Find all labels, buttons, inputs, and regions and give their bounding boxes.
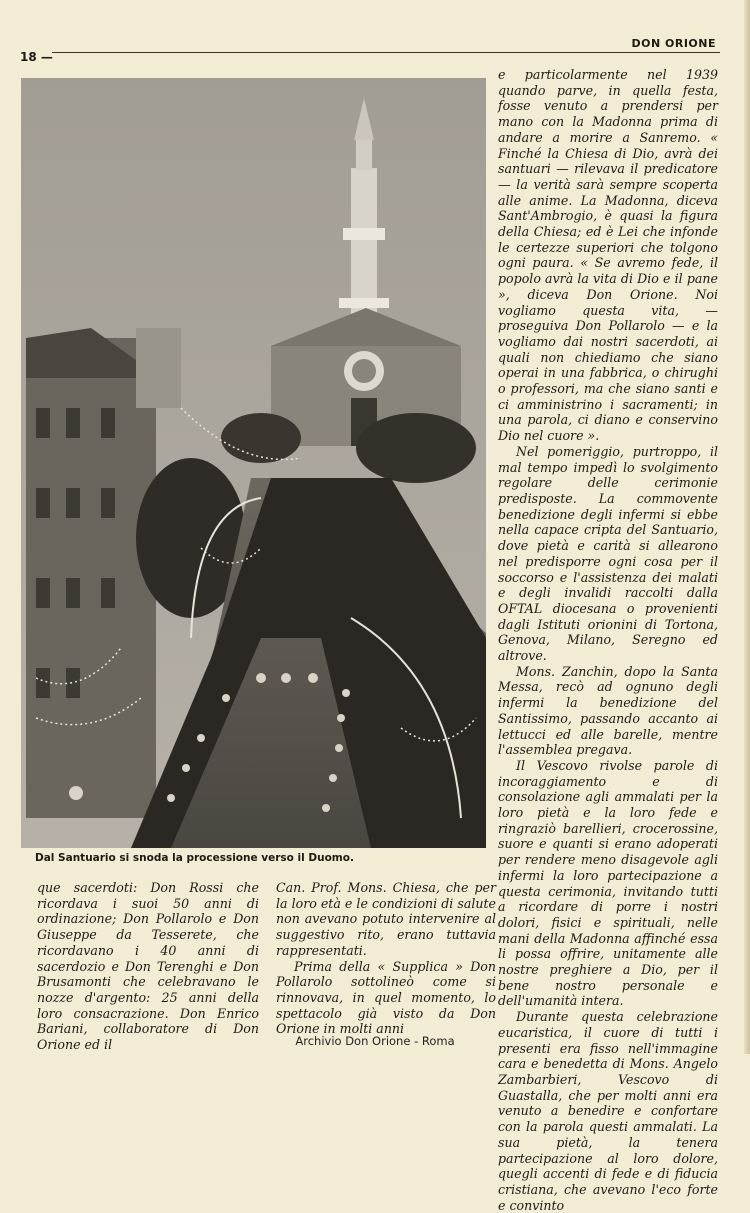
header-rule <box>52 52 720 53</box>
paragraph: Nel pomeriggio, purtroppo, il mal tempo impedì lo svolgimento regolare delle cerimonie predisposte. La commovente benedizione degli infermi si ebbe nella capace cripta del Santuario, dove pietà e carità si allearono nel predisporre ogni cosa per il soccorso e l'assistenza dei malati e degli invalidi raccolti dalla OFTAL diocesana o provenienti dagli Istituti orionini di Tortona, Genova, Milano, Seregno ed altrove. <box>498 443 718 664</box>
paragraph: que sacerdoti: Don Rossi che ricordava i suoi 50 anni di ordinazione; Don Pollarolo e Don Giuseppe da Tesserete, che ricordavano i 40 anni di sacerdozio e Don Terenghi e Don Brusamonti che celebravano le nozze d'argento: 25 anni della loro consacrazione. Don Enrico Bariani, collaboratore di Don Orione ed il <box>37 880 259 1053</box>
paragraph: Can. Prof. Mons. Chiesa, che per la loro età e le condizioni di salute non avevano potuto intervenire al suggestivo rito, erano tuttavia rappresentati. <box>276 880 496 958</box>
archive-footer: Archivio Don Orione - Roma <box>295 1034 455 1048</box>
procession-photo-icon <box>21 78 486 848</box>
procession-photo <box>21 78 486 848</box>
photo-caption: Dal Santuario si snoda la processione verso il Duomo. <box>35 852 354 864</box>
paragraph: Prima della « Supplica » Don Pollarolo sottolineò come si rinnovava, in quel momento, lo spettacolo già visto da Don Orione in molti anni <box>276 958 496 1037</box>
bottom-left-column <box>37 880 259 1053</box>
paragraph: Durante questa celebrazione eucaristica, il cuore di tutti i presenti era fisso nell'immagine cara e benedetta di Mons. Angelo Zambarbieri, Vescovo di Guastalla, che per molti anni era venuto a benedire e confortare con la parola questi ammalati. La sua pietà, la tenera partecipazione al loro dolore, quegli accenti di fede e di fiducia cristiana, che avevano l'eco forte e convinto <box>498 1009 718 1213</box>
bottom-middle-column <box>276 880 496 1037</box>
paragraph: Mons. Zanchin, dopo la Santa Messa, recò ad ognuno degli infermi la benedizione del Santissimo, passando accanto ai lettucci ed alle barelle, mentre l'assemblea pregava. <box>498 663 718 758</box>
magazine-title: DON ORIONE <box>631 37 716 50</box>
page-number: 18 — <box>20 50 53 64</box>
paragraph: Il Vescovo rivolse parole di incoraggiamento e di consolazione agli ammalati per la loro pietà e la loro fede e ringraziò barellieri, crocerossine, suore e quanti si erano adoperati per rendere meno disagevole agli infermi la loro partecipazione a questa cerimonia, invitando tutti a ricordare di porre i nostri dolori, fisici e spirituali, nelle mani della Madonna affinché essa li possa offrire, unitamente alle nostre preghiere a Dio, per il bene nostro personale e dell'umanità intera. <box>498 757 718 1009</box>
page-edge <box>744 0 750 1054</box>
paragraph: e particolarmente nel 1939 quando parve, in quella festa, fosse venuto a prendersi per mano con la Madonna prima di andare a morire a Sanremo. « Finché la Chiesa di Dio, avrà dei santuari — rilevava il predicatore — la verità sarà sempre scoperta alle anime. La Madonna, diceva Sant'Ambrogio, è quasi la figura della Chiesa; ed è Lei che infonde le certezze superiori che tolgono ogni paura. « Se avremo fede, il popolo avrà la vita di Dio e il pane », diceva Don Orione. Noi vogliamo questa vita, — proseguiva Don Pollarolo — e la vogliamo dai nostri sacerdoti, ai quali non chiediamo che siano operai in una fabbrica, o chirughi o professori, ma che siano santi e ci amministrino i sacramenti; in una parola, ci diano e conservino Dio nel cuore ». <box>498 67 718 444</box>
